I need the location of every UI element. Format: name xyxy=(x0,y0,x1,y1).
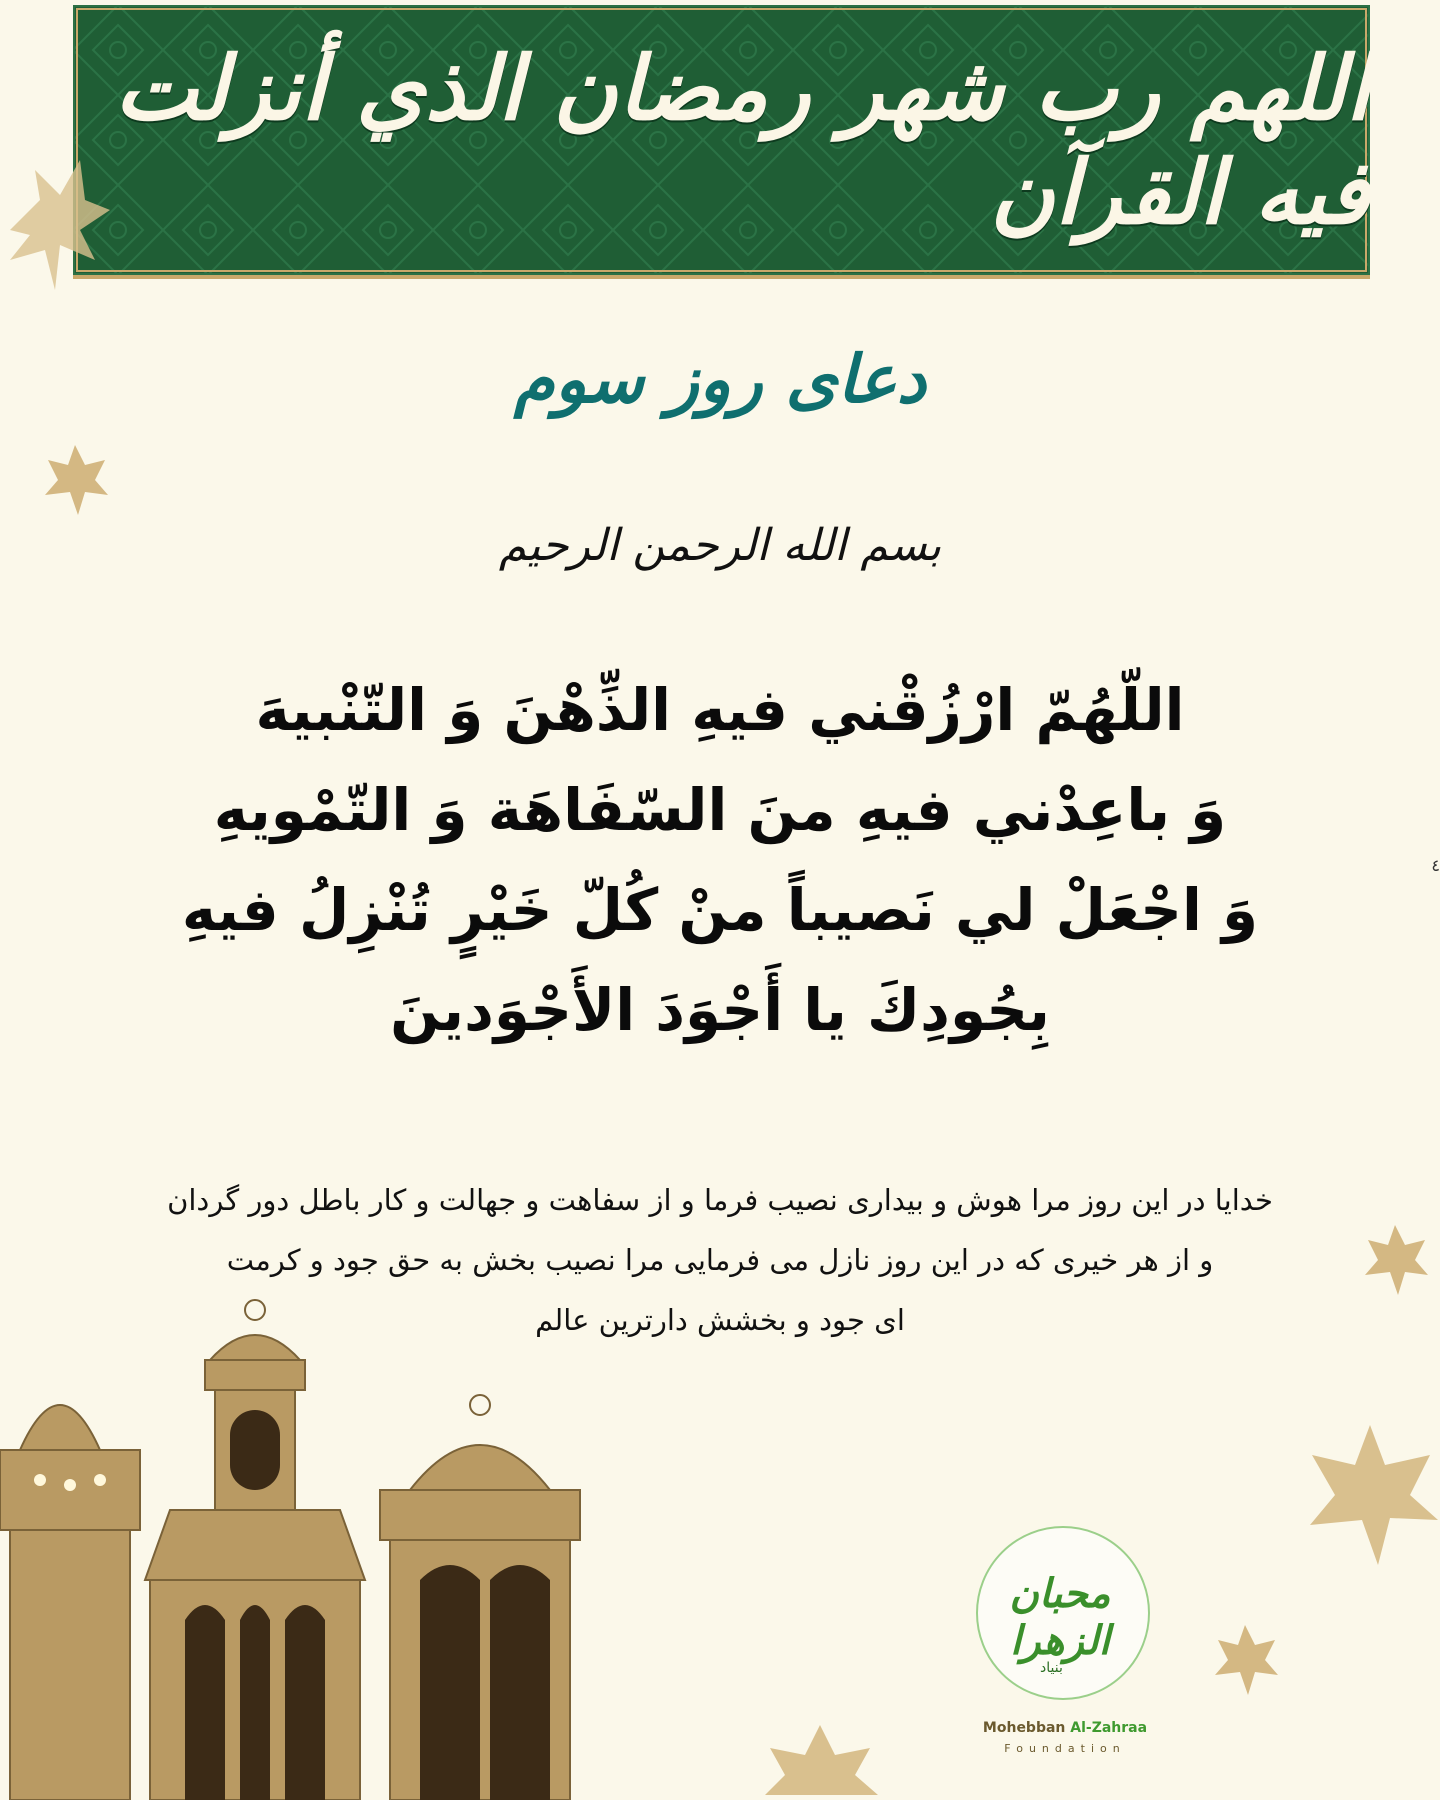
logo-tagline: Foundation xyxy=(1004,1742,1126,1755)
maple-leaf-icon xyxy=(1360,1220,1430,1300)
dua-text xyxy=(150,660,1290,1060)
logo-name-b: Al-Zahraa xyxy=(1070,1720,1148,1736)
logo-subtitle: بنیاد xyxy=(1040,1660,1063,1676)
maple-leaf-icon xyxy=(40,440,110,520)
maple-leaf-icon xyxy=(1210,1620,1280,1700)
maple-leaf-icon xyxy=(760,1720,880,1800)
translation-line: ای جود و بخشش دارترین عالم xyxy=(535,1303,905,1337)
header-banner xyxy=(73,5,1370,279)
dua-line: وَ باعِدْني فيهِ منَ السّفَاهَة وَ التّمْويهِ xyxy=(213,776,1227,844)
page-title: دعای روز سوم xyxy=(513,340,927,418)
logo-name xyxy=(970,1720,1160,1736)
bismillah: بسم الله الرحمن الرحيم xyxy=(498,520,942,571)
dua-line: وَ اجْعَلْ لي نَصيباً منْ كُلّ خَيْرٍ تُنْزِلُ فيهِ xyxy=(181,876,1259,944)
banner-calligraphy: اللهم رب شهر رمضان الذي أنزلت فيه القرآن xyxy=(114,36,1370,244)
maple-leaf-icon xyxy=(1300,1420,1440,1570)
foundation-logo xyxy=(970,1520,1180,1800)
dua-line: بِجُودِكَ يا أَجْوَدَ الأَجْوَدينَ xyxy=(390,976,1050,1044)
dua-line: اللّهُمّ ارْزُقْني فيهِ الذِّهْنَ وَ التّنْبيهَ xyxy=(255,676,1185,744)
lanterns-illustration xyxy=(0,1290,620,1800)
translation-line: و از هر خیری که در این روز نازل می فرمایی مرا نصیب بخش به حق جود و کرمت xyxy=(226,1243,1214,1277)
maple-leaf-icon xyxy=(0,150,110,310)
translation-line: خدایا در این روز مرا هوش و بیداری نصیب فرما و از سفاهت و جهالت و کار باطل دور گردان xyxy=(167,1183,1273,1217)
logo-name-a: Mohebban xyxy=(982,1720,1071,1736)
edge-glyph: ٤ xyxy=(1431,856,1440,875)
logo-script: محبان الزهرا xyxy=(1009,1570,1111,1664)
